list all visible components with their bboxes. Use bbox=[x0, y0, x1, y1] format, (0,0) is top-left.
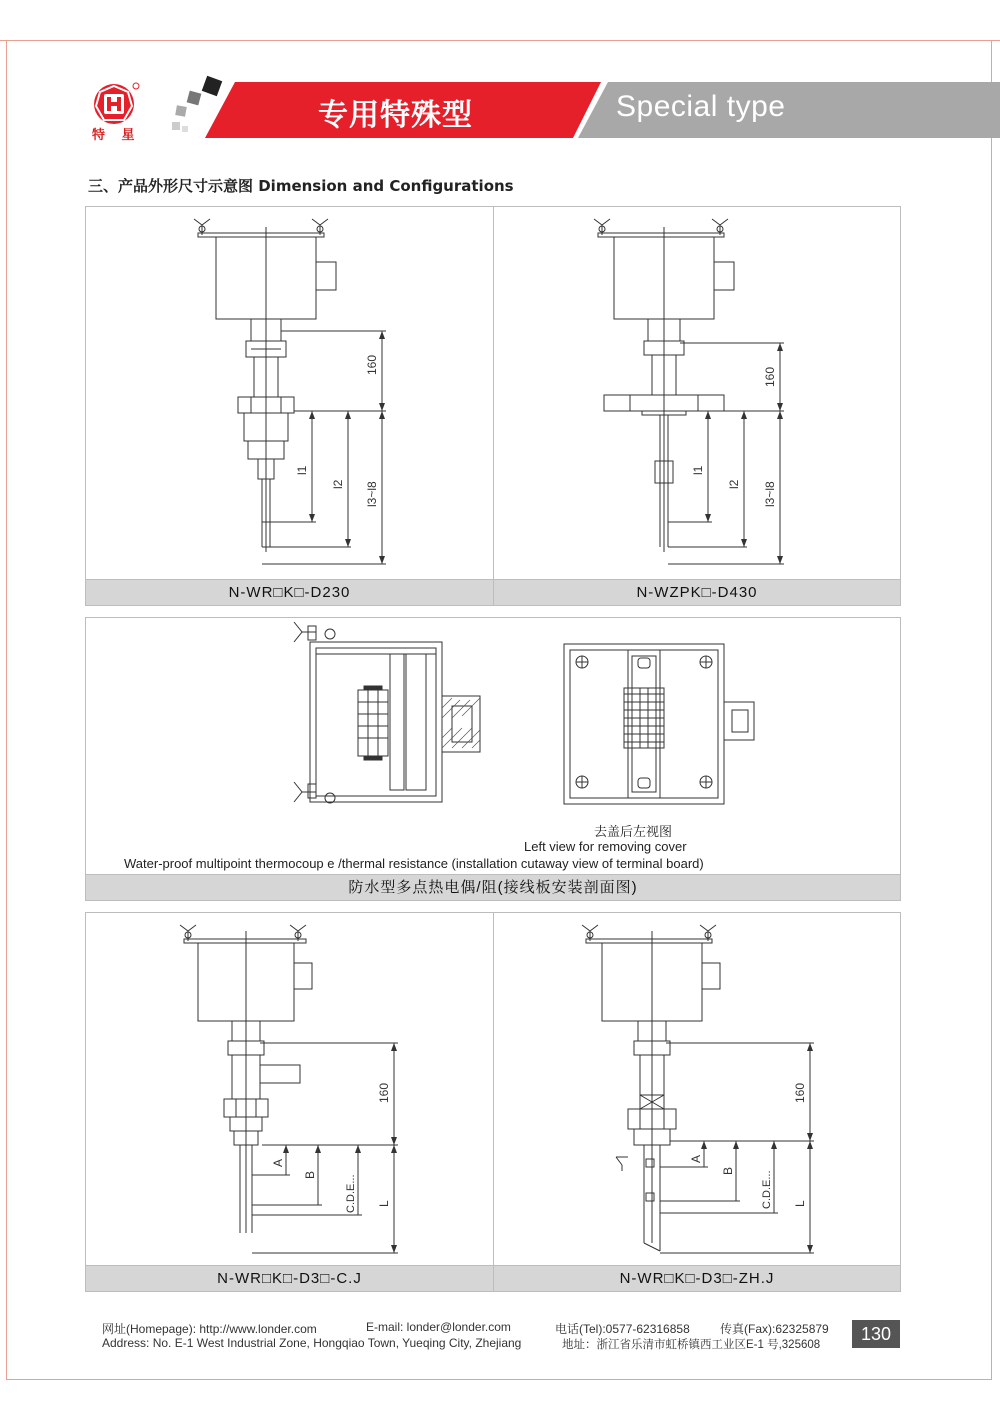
drawing-left-view bbox=[562, 640, 762, 810]
caption-n-wr-k-d3-zhj: N-WR□K□-D3□-ZH.J bbox=[494, 1265, 900, 1291]
dim-l3-l8: l3~l8 bbox=[763, 481, 777, 507]
dim-160: 160 bbox=[365, 354, 379, 375]
dim-l: L bbox=[793, 1200, 807, 1207]
drawing-n-wr-k-d3-zhj bbox=[494, 913, 901, 1265]
dim-l1: l1 bbox=[295, 465, 309, 475]
logo-text: 特 星 bbox=[92, 128, 141, 143]
en-title: Special type bbox=[616, 90, 786, 123]
dim-cde: C.D.E... bbox=[761, 1170, 773, 1209]
dim-l2: l2 bbox=[727, 479, 741, 489]
drawing-n-wr-k-d3-cj bbox=[86, 913, 493, 1265]
footer-homepage: 网址(Homepage): http://www.londer.com bbox=[102, 1322, 317, 1336]
drawing-n-wzpk-d430 bbox=[494, 207, 901, 579]
page-number: 130 bbox=[852, 1320, 900, 1348]
caption-n-wr-k-d3-cj: N-WR□K□-D3□-C.J bbox=[86, 1265, 493, 1291]
dim-160: 160 bbox=[763, 366, 777, 387]
waterproof-description: Water-proof multipoint thermocoup e /thermal resistance (installation cutaway view of terminal board) bbox=[124, 856, 704, 871]
footer-fax: 传真(Fax):62325879 bbox=[720, 1322, 829, 1336]
caption-n-wzpk-d430: N-WZPK□-D430 bbox=[494, 579, 900, 605]
footer-address-cn: 地址：浙江省乐清市虹桥镇西工业区E-1 号,325608 bbox=[562, 1339, 821, 1351]
footer-address-en: Address: No. E-1 West Industrial Zone, Hongqiao Town, Yueqing City, Zhejiang bbox=[102, 1336, 522, 1350]
panel-row-1 bbox=[85, 206, 901, 606]
cn-title: 专用特殊型 bbox=[318, 98, 473, 133]
dim-160: 160 bbox=[793, 1082, 807, 1103]
dim-l2: l2 bbox=[331, 479, 345, 489]
dim-160: 160 bbox=[377, 1082, 391, 1103]
dim-cde: C.D.E... bbox=[345, 1174, 357, 1213]
dim-l3-l8: l3~l8 bbox=[365, 481, 379, 507]
footer-email: E-mail: londer@londer.com bbox=[366, 1320, 511, 1334]
left-view-note-cn: 去盖后左视图 bbox=[594, 825, 673, 840]
drawing-n-wr-k-d230 bbox=[86, 207, 493, 579]
dim-b: B bbox=[303, 1170, 317, 1179]
panel-row-3 bbox=[85, 912, 901, 1292]
drawing-cutaway-side bbox=[266, 618, 506, 838]
footer-tel: 电话(Tel):0577-62316858 bbox=[555, 1322, 690, 1336]
dim-l1: l1 bbox=[691, 465, 705, 475]
dim-l: L bbox=[377, 1200, 391, 1207]
dim-b: B bbox=[721, 1166, 735, 1175]
left-view-note-en: Left view for removing cover bbox=[524, 839, 687, 854]
caption-waterproof: 防水型多点热电偶/阻(接线板安装剖面图) bbox=[86, 874, 900, 900]
caption-n-wr-k-d230: N-WR□K□-D230 bbox=[86, 579, 493, 605]
section-title: 三、产品外形尺寸示意图 Dimension and Configurations bbox=[88, 177, 514, 195]
dim-a: A bbox=[271, 1158, 285, 1167]
dim-a: A bbox=[689, 1154, 703, 1163]
